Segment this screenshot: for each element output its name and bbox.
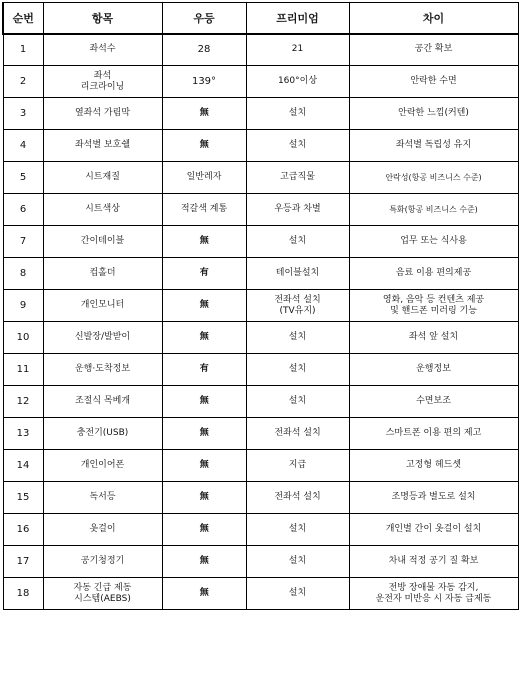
row-diff: 조명등과 별도로 설치: [349, 482, 518, 514]
row-premium: 지급: [246, 450, 349, 482]
row-item: 좌석 리크라이닝: [43, 66, 162, 98]
row-premium: 설치: [246, 322, 349, 354]
table-header-row: [3, 3, 518, 34]
row-woodeung: 無: [162, 322, 246, 354]
bus-comparison-table: [2, 2, 519, 610]
table-row: [3, 162, 518, 194]
row-premium: 160°이상: [246, 66, 349, 98]
header-no: 순번: [3, 3, 43, 34]
row-item: 개인이어폰: [43, 450, 162, 482]
row-item: 좌석수: [43, 34, 162, 66]
comparison-table-container: [2, 2, 519, 610]
row-number: 13: [3, 418, 43, 450]
row-number: 4: [3, 130, 43, 162]
row-number: 9: [3, 290, 43, 322]
table-row: [3, 322, 518, 354]
table-row: [3, 194, 518, 226]
row-premium: 설치: [246, 226, 349, 258]
row-item: 충전기(USB): [43, 418, 162, 450]
row-number: 12: [3, 386, 43, 418]
row-premium: 전좌석 설치: [246, 482, 349, 514]
row-premium: 설치: [246, 98, 349, 130]
row-woodeung: 無: [162, 130, 246, 162]
row-diff: 음료 이용 편의제공: [349, 258, 518, 290]
table-row: [3, 578, 518, 610]
row-woodeung: 無: [162, 226, 246, 258]
row-woodeung: 無: [162, 482, 246, 514]
row-woodeung: 28: [162, 34, 246, 66]
row-premium: 고급직물: [246, 162, 349, 194]
row-diff: 수면보조: [349, 386, 518, 418]
row-diff: 안락한 느낌(커텐): [349, 98, 518, 130]
row-number: 1: [3, 34, 43, 66]
row-number: 6: [3, 194, 43, 226]
row-item: 컵홀더: [43, 258, 162, 290]
row-diff: 고정형 헤드셋: [349, 450, 518, 482]
header-woodeung: 우등: [162, 3, 246, 34]
row-item: 옆좌석 가림막: [43, 98, 162, 130]
row-number: 17: [3, 546, 43, 578]
table-row: [3, 290, 518, 322]
row-item: 자동 긴급 제동 시스템(AEBS): [43, 578, 162, 610]
row-item: 개인모니터: [43, 290, 162, 322]
row-woodeung: 無: [162, 514, 246, 546]
row-number: 5: [3, 162, 43, 194]
table-row: [3, 226, 518, 258]
row-diff: 전방 장애물 자동 감지, 운전자 미반응 시 자동 급제동: [349, 578, 518, 610]
row-number: 15: [3, 482, 43, 514]
row-number: 10: [3, 322, 43, 354]
row-premium: 전좌석 설치: [246, 418, 349, 450]
row-item: 운행·도착정보: [43, 354, 162, 386]
header-item: 항목: [43, 3, 162, 34]
row-item: 조절식 목베개: [43, 386, 162, 418]
row-diff: 특화(항공 비즈니스 수준): [349, 194, 518, 226]
row-number: 2: [3, 66, 43, 98]
row-item: 좌석별 보호쉘: [43, 130, 162, 162]
row-diff: 좌석별 독립성 유지: [349, 130, 518, 162]
row-woodeung: 無: [162, 290, 246, 322]
row-woodeung: 有: [162, 258, 246, 290]
row-diff: 영화, 음악 등 컨텐츠 제공 및 핸드폰 미러링 기능: [349, 290, 518, 322]
row-item: 공기청정기: [43, 546, 162, 578]
table-row: [3, 66, 518, 98]
row-premium: 21: [246, 34, 349, 66]
row-number: 7: [3, 226, 43, 258]
table-row: [3, 258, 518, 290]
table-row: [3, 34, 518, 66]
table-row: [3, 98, 518, 130]
row-woodeung: 적갈색 계통: [162, 194, 246, 226]
table-row: [3, 386, 518, 418]
row-diff: 안락성(항공 비즈니스 수준): [349, 162, 518, 194]
row-woodeung: 無: [162, 450, 246, 482]
row-item: 간이테이블: [43, 226, 162, 258]
row-item: 독서등: [43, 482, 162, 514]
row-diff: 좌석 앞 설치: [349, 322, 518, 354]
table-row: [3, 546, 518, 578]
row-woodeung: 有: [162, 354, 246, 386]
row-premium: 테이블설치: [246, 258, 349, 290]
table-row: [3, 482, 518, 514]
row-item: 신발장/발받이: [43, 322, 162, 354]
header-diff: 차이: [349, 3, 518, 34]
table-row: [3, 450, 518, 482]
row-diff: 스마트폰 이용 편의 제고: [349, 418, 518, 450]
row-number: 16: [3, 514, 43, 546]
row-premium: 설치: [246, 514, 349, 546]
row-item: 옷걸이: [43, 514, 162, 546]
row-number: 14: [3, 450, 43, 482]
row-diff: 차내 적정 공기 질 확보: [349, 546, 518, 578]
table-row: [3, 354, 518, 386]
row-number: 18: [3, 578, 43, 610]
row-woodeung: 無: [162, 98, 246, 130]
row-diff: 업무 또는 식사용: [349, 226, 518, 258]
row-number: 8: [3, 258, 43, 290]
row-item: 시트재질: [43, 162, 162, 194]
header-premium: 프리미엄: [246, 3, 349, 34]
row-premium: 전좌석 설치 (TV유지): [246, 290, 349, 322]
row-premium: 설치: [246, 354, 349, 386]
row-woodeung: 139°: [162, 66, 246, 98]
row-number: 3: [3, 98, 43, 130]
row-woodeung: 無: [162, 386, 246, 418]
row-premium: 우등과 차별: [246, 194, 349, 226]
row-woodeung: 無: [162, 546, 246, 578]
table-row: [3, 130, 518, 162]
row-woodeung: 無: [162, 418, 246, 450]
row-premium: 설치: [246, 546, 349, 578]
row-diff: 개인별 간이 옷걸이 설치: [349, 514, 518, 546]
row-diff: 운행정보: [349, 354, 518, 386]
row-premium: 설치: [246, 130, 349, 162]
row-premium: 설치: [246, 578, 349, 610]
row-woodeung: 일반레자: [162, 162, 246, 194]
row-number: 11: [3, 354, 43, 386]
row-premium: 설치: [246, 386, 349, 418]
table-body: [3, 34, 518, 610]
row-diff: 공간 확보: [349, 34, 518, 66]
row-item: 시트색상: [43, 194, 162, 226]
row-diff: 안락한 수면: [349, 66, 518, 98]
table-row: [3, 418, 518, 450]
table-row: [3, 514, 518, 546]
row-woodeung: 無: [162, 578, 246, 610]
